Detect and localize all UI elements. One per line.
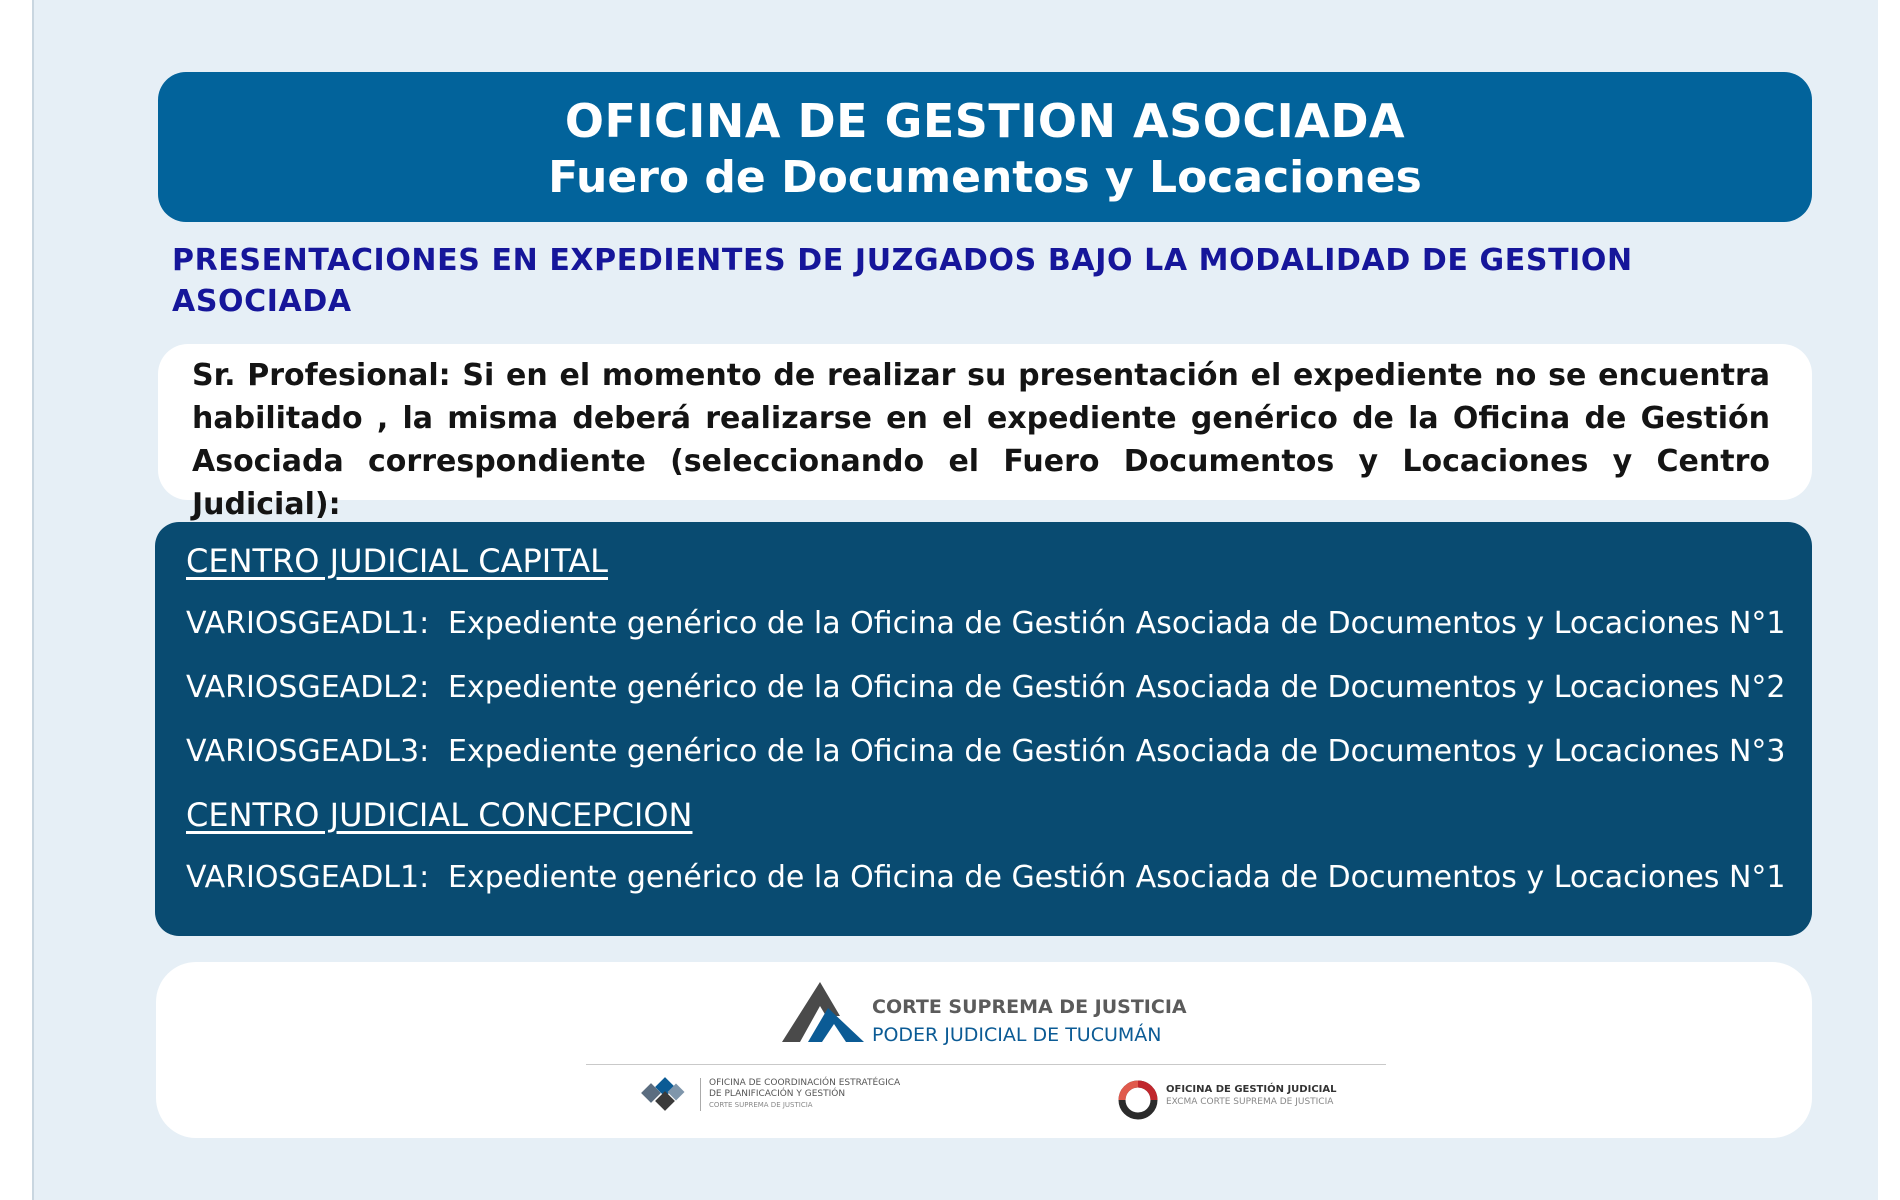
page-subtitle: Fuero de Documentos y Locaciones [548, 152, 1422, 203]
notice-card [158, 344, 1812, 522]
ring-logo-icon [1116, 1078, 1160, 1122]
ocep-line1: OFICINA DE COORDINACIÓN ESTRATÉGICA [709, 1078, 901, 1088]
csj-subname: PODER JUDICIAL DE TUCUMÁN [872, 1024, 1162, 1046]
expediente-code: VARIOSGEADL3: [186, 734, 430, 769]
list-item [186, 606, 1786, 641]
list-item [186, 670, 1786, 705]
divider [586, 1064, 1386, 1065]
expedientes-panel [155, 522, 1812, 936]
ogj-label [1166, 1084, 1336, 1108]
list-item [186, 734, 1786, 769]
expediente-description: Expediente genérico de la Oficina de Gestión Asociada de Documentos y Locaciones N°1 [448, 606, 1786, 641]
center-heading-concepcion: CENTRO JUDICIAL CONCEPCION [186, 796, 693, 834]
expediente-code: VARIOSGEADL1: [186, 860, 430, 895]
expediente-description: Expediente genérico de la Oficina de Gestión Asociada de Documentos y Locaciones N°2 [448, 670, 1786, 705]
expediente-code: VARIOSGEADL2: [186, 670, 430, 705]
expediente-description: Expediente genérico de la Oficina de Gestión Asociada de Documentos y Locaciones N°1 [448, 860, 1786, 895]
expediente-code: VARIOSGEADL1: [186, 606, 430, 641]
title-banner [158, 72, 1812, 222]
section-heading: PRESENTACIONES EN EXPEDIENTES DE JUZGADOS BAJO LA MODALIDAD DE GESTION ASOCIADA [172, 243, 1633, 319]
csj-name: CORTE SUPREMA DE JUSTICIA [872, 996, 1187, 1018]
expediente-description: Expediente genérico de la Oficina de Gestión Asociada de Documentos y Locaciones N°3 [448, 734, 1786, 769]
center-heading-capital: CENTRO JUDICIAL CAPITAL [186, 542, 608, 580]
ogj-line2: EXCMA CORTE SUPREMA DE JUSTICIA [1166, 1097, 1334, 1107]
puzzle-logo-icon [640, 1074, 688, 1114]
ocep-line2: DE PLANIFICACIÓN Y GESTIÓN [709, 1089, 846, 1099]
slide [32, 0, 1878, 1200]
footer-logos [156, 962, 1812, 1138]
ocep-line3: CORTE SUPREMA DE JUSTICIA [709, 1101, 813, 1109]
notice-text: Sr. Profesional: Si en el momento de realizar su presentación el expediente no se encuentra habilitado , la misma deberá realizarse en el expediente genérico de la Oficina de Gestión Asociada correspondiente (seleccionando el Fuero Documentos y Locaciones y Centro Judicial): [192, 358, 1770, 522]
list-item [186, 860, 1786, 895]
page-title: OFICINA DE GESTION ASOCIADA [564, 94, 1406, 148]
ogj-line1: OFICINA DE GESTIÓN JUDICIAL [1166, 1084, 1337, 1095]
ocep-label [700, 1078, 900, 1111]
triangle-logo-icon [782, 980, 864, 1044]
